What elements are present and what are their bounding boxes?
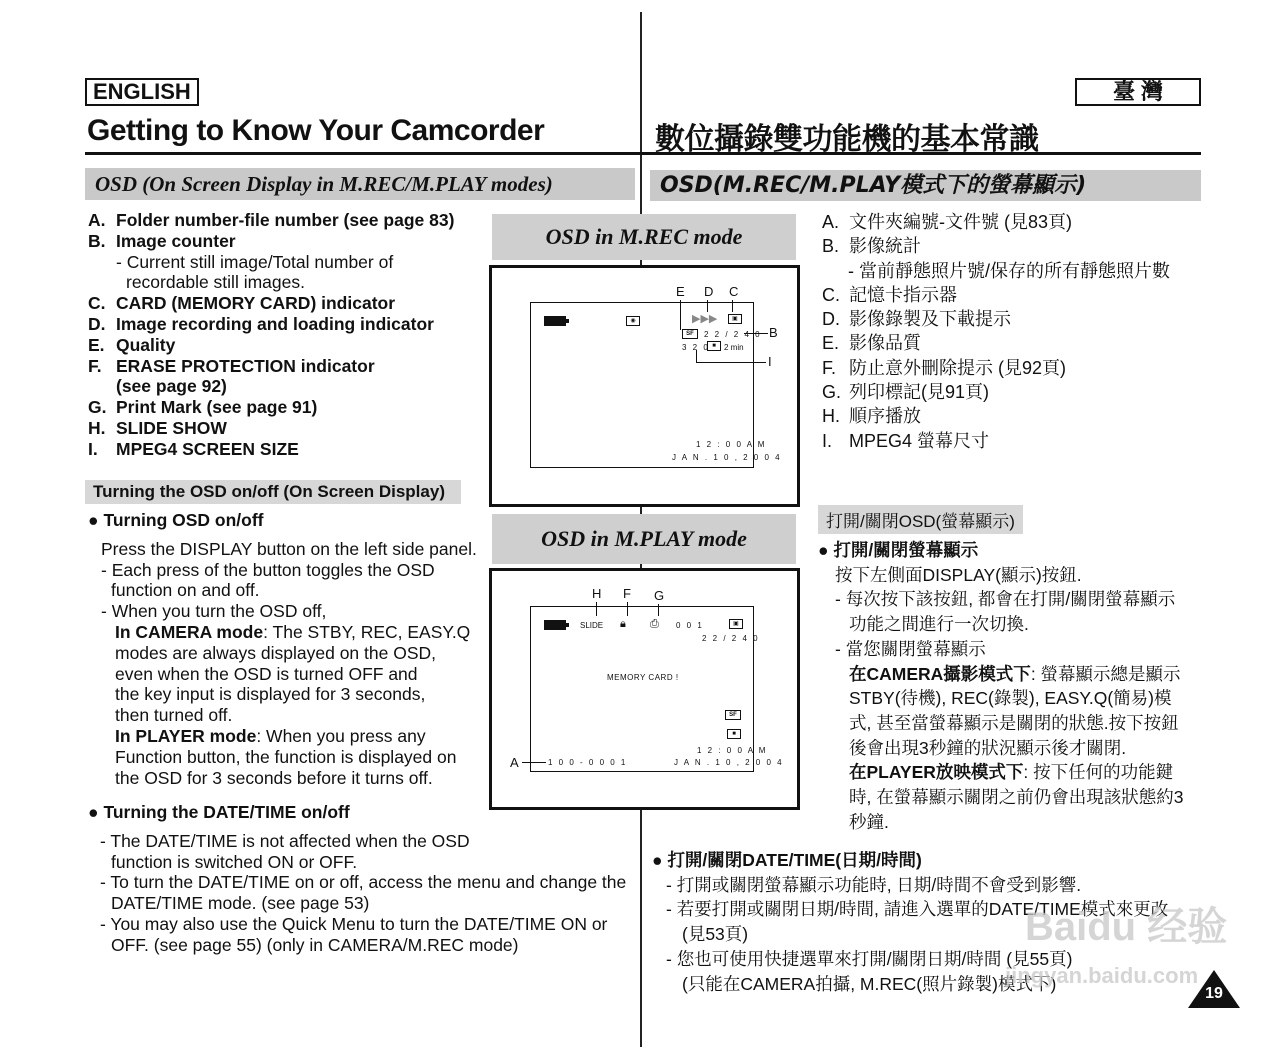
- list-item: D. Image recording and loading indicator: [88, 313, 434, 334]
- osd-toggle-text-english: ● Turning OSD on/off Press the DISPLAY button on the left side panel. - Each press of the button toggles the OSD function on and off. - When you turn the OSD off, In CAMERA mode: The STBY, REC, EASY.Q modes are always displayed on the OSD, even when the OSD is turned OFF and the key input is displayed for 3 seconds, then turned off. In PLAYER mode: When you press any Function button, the function is displayed on the OSD for 3 seconds before it turns off.: [88, 510, 508, 788]
- list-item-sub: - 當前靜態照片號/保存的所有靜態照片數: [848, 260, 1170, 281]
- remaining-time: 2 min: [724, 343, 744, 352]
- watermark-url: jingyan.baidu.com: [1005, 963, 1199, 988]
- memory-card-icon: ▣: [728, 314, 742, 324]
- image-counter: 2 2 / 2 4 0: [704, 330, 762, 339]
- battery-icon: [544, 316, 566, 326]
- list-item: A. 文件夾編號-文件號 (見83頁): [822, 212, 1073, 232]
- camera-mode-icon: ◉: [626, 316, 640, 326]
- list-item: A. Folder number-file number (see page 83): [88, 210, 455, 230]
- page-number: 19: [1205, 985, 1223, 1002]
- list-item: I. MPEG4 SCREEN SIZE: [88, 438, 299, 459]
- list-item-sub: - Current still image/Total number of: [116, 251, 394, 272]
- pointer-line: [680, 300, 681, 330]
- osd-items-list-english: [88, 210, 488, 460]
- quality-icon: SF: [725, 710, 741, 720]
- bullet-heading: ● Turning the DATE/TIME on/off: [88, 802, 350, 822]
- list-item: D. 影像錄製及下載提示: [822, 309, 1011, 330]
- subsection-header-chinese: 打開/關閉OSD(螢幕顯示): [818, 505, 1023, 534]
- bullet-heading: ● 打開/關閉DATE/TIME(日期/時間): [652, 850, 922, 870]
- subsection-header-english: Turning the OSD on/off (On Screen Display): [85, 480, 461, 504]
- pointer-line: [707, 300, 708, 312]
- page-title-chinese: 數位攝錄雙功能機的基本常識: [655, 122, 1039, 157]
- section-title-english: OSD (On Screen Display in M.REC/M.PLAY modes): [85, 168, 635, 200]
- date-display: J A N . 1 0 , 2 0 0 4: [674, 758, 784, 767]
- label-e: E: [676, 284, 685, 299]
- list-item: H. SLIDE SHOW: [88, 417, 227, 438]
- list-item: F. ERASE PROTECTION indicator: [88, 355, 375, 376]
- list-item-sub: recordable still images.: [126, 272, 305, 293]
- bullet-heading: ● 打開/關閉螢幕顯示: [818, 540, 979, 560]
- list-item-sub: (see page 92): [116, 376, 227, 397]
- pointer-line: [596, 602, 597, 616]
- label-g: G: [654, 588, 665, 603]
- datetime-text-chinese: ● 打開/關閉DATE/TIME(日期/時間) - 打開或關閉螢幕顯示功能時, 日期/時間不會受到影響. - 若要打開或關閉日期/時間, 請進入選單的DATE/TIME模式來更改 (見53頁) - 您也可使用快捷選單來打開/關閉日期/時間 (見55頁) (只能在CAMERA拍攝, M.REC(照片錄製)模式下): [652, 848, 1212, 996]
- pointer-line: [732, 300, 733, 312]
- watermark-logo: Baidu 经验: [1025, 905, 1228, 949]
- list-item: B. 影像統計: [822, 236, 921, 257]
- osd-mrec-screen: [489, 265, 800, 507]
- image-counter: 2 2 / 2 4 0: [702, 634, 760, 643]
- quality-icon: SF: [682, 329, 698, 339]
- list-item: C. CARD (MEMORY CARD) indicator: [88, 293, 396, 314]
- list-item: E. 影像品質: [822, 333, 921, 354]
- osd-toggle-text-chinese: ● 打開/關閉螢幕顯示 按下左側面DISPLAY(顯示)按鈕. - 每次按下該按鈕, 都會在打開/關閉螢幕顯示 功能之間進行一次切換. - 當您關閉螢幕顯示 在CAMERA攝影模式下: 螢幕顯示總是顯示 STBY(待機), REC(錄製), EASY.Q(簡易)模 式, 甚至當螢幕顯示是關閉的狀態.按下按鈕 後會出現3秒鐘的狀況顯示後才關閉. 在PLAYER放映模式下: 按下任何的功能鍵 時, 在螢幕顯示關閉之前仍會出現該狀態約3 秒鐘.: [818, 538, 1198, 834]
- pointer-line: [658, 604, 659, 616]
- mpeg-icon: ■: [707, 341, 721, 351]
- slide-show-indicator: SLIDE: [580, 621, 604, 630]
- label-h: H: [592, 586, 602, 601]
- osd-mrec-mode-title: OSD in M.REC mode: [492, 214, 796, 260]
- page-title-english: Getting to Know Your Camcorder: [87, 114, 545, 147]
- date-display: J A N . 1 0 , 2 0 0 4: [672, 453, 782, 462]
- memory-card-icon: ▣: [729, 619, 743, 629]
- recording-indicator-icon: ▶▶▶: [692, 313, 718, 325]
- label-d: D: [704, 284, 714, 299]
- bullet-heading: ● Turning OSD on/off: [88, 510, 264, 530]
- storage-icon: ■: [727, 729, 741, 739]
- list-item: C. 記憶卡指示器: [822, 284, 957, 305]
- list-item: B. Image counter: [88, 230, 236, 251]
- pointer-line: [696, 362, 766, 363]
- datetime-text-english: ● Turning the DATE/TIME on/off - The DATE/TIME is not affected when the OSD function is switched ON or OFF. - To turn the DATE/TIME on or off, access the menu and change the DATE/TIME mode. (see page 53) - You may also use the Quick Menu to turn the DATE/TIME ON or OFF. (see page 55) (only in CAMERA/M.REC mode): [88, 802, 638, 956]
- section-title-chinese: OSD(M.REC/M.PLAY模式下的螢幕顯示): [650, 170, 1201, 201]
- label-i: I: [768, 354, 772, 369]
- label-c: C: [729, 284, 739, 299]
- list-item: H. 順序播放: [822, 406, 921, 427]
- label-f: F: [623, 586, 631, 601]
- osd-mplay-mode-title: OSD in M.PLAY mode: [492, 514, 796, 564]
- list-item: F. 防止意外刪除提示 (見92頁): [822, 357, 1067, 378]
- osd-items-list-chinese: [822, 210, 1192, 453]
- time-display: 1 2 : 0 0 A M: [696, 440, 767, 449]
- erase-protection-icon: 🔒︎: [620, 618, 626, 630]
- folder-file-number: 1 0 0 - 0 0 0 1: [548, 758, 628, 767]
- memory-card-warning: MEMORY CARD !: [607, 673, 679, 682]
- language-tag-taiwan: 臺 灣: [1075, 78, 1201, 106]
- osd-mplay-screen: [489, 568, 800, 810]
- language-tag-english: ENGLISH: [85, 78, 199, 106]
- pointer-line: [522, 762, 546, 763]
- pointer-line: [627, 602, 628, 616]
- list-item: E. Quality: [88, 334, 176, 355]
- list-item: G. Print Mark (see page 91): [88, 397, 318, 418]
- file-number: 0 0 1: [676, 621, 704, 630]
- print-mark-icon: ⎙: [650, 618, 659, 630]
- battery-icon: [544, 620, 566, 630]
- mpeg4-size: 3 2 0: [682, 343, 710, 352]
- list-item: G. 列印標記(見91頁): [822, 382, 990, 403]
- list-item: I. MPEG4 螢幕尺寸: [822, 430, 990, 451]
- time-display: 1 2 : 0 0 A M: [697, 746, 768, 755]
- label-b: B: [769, 325, 778, 340]
- label-a: A: [510, 755, 519, 770]
